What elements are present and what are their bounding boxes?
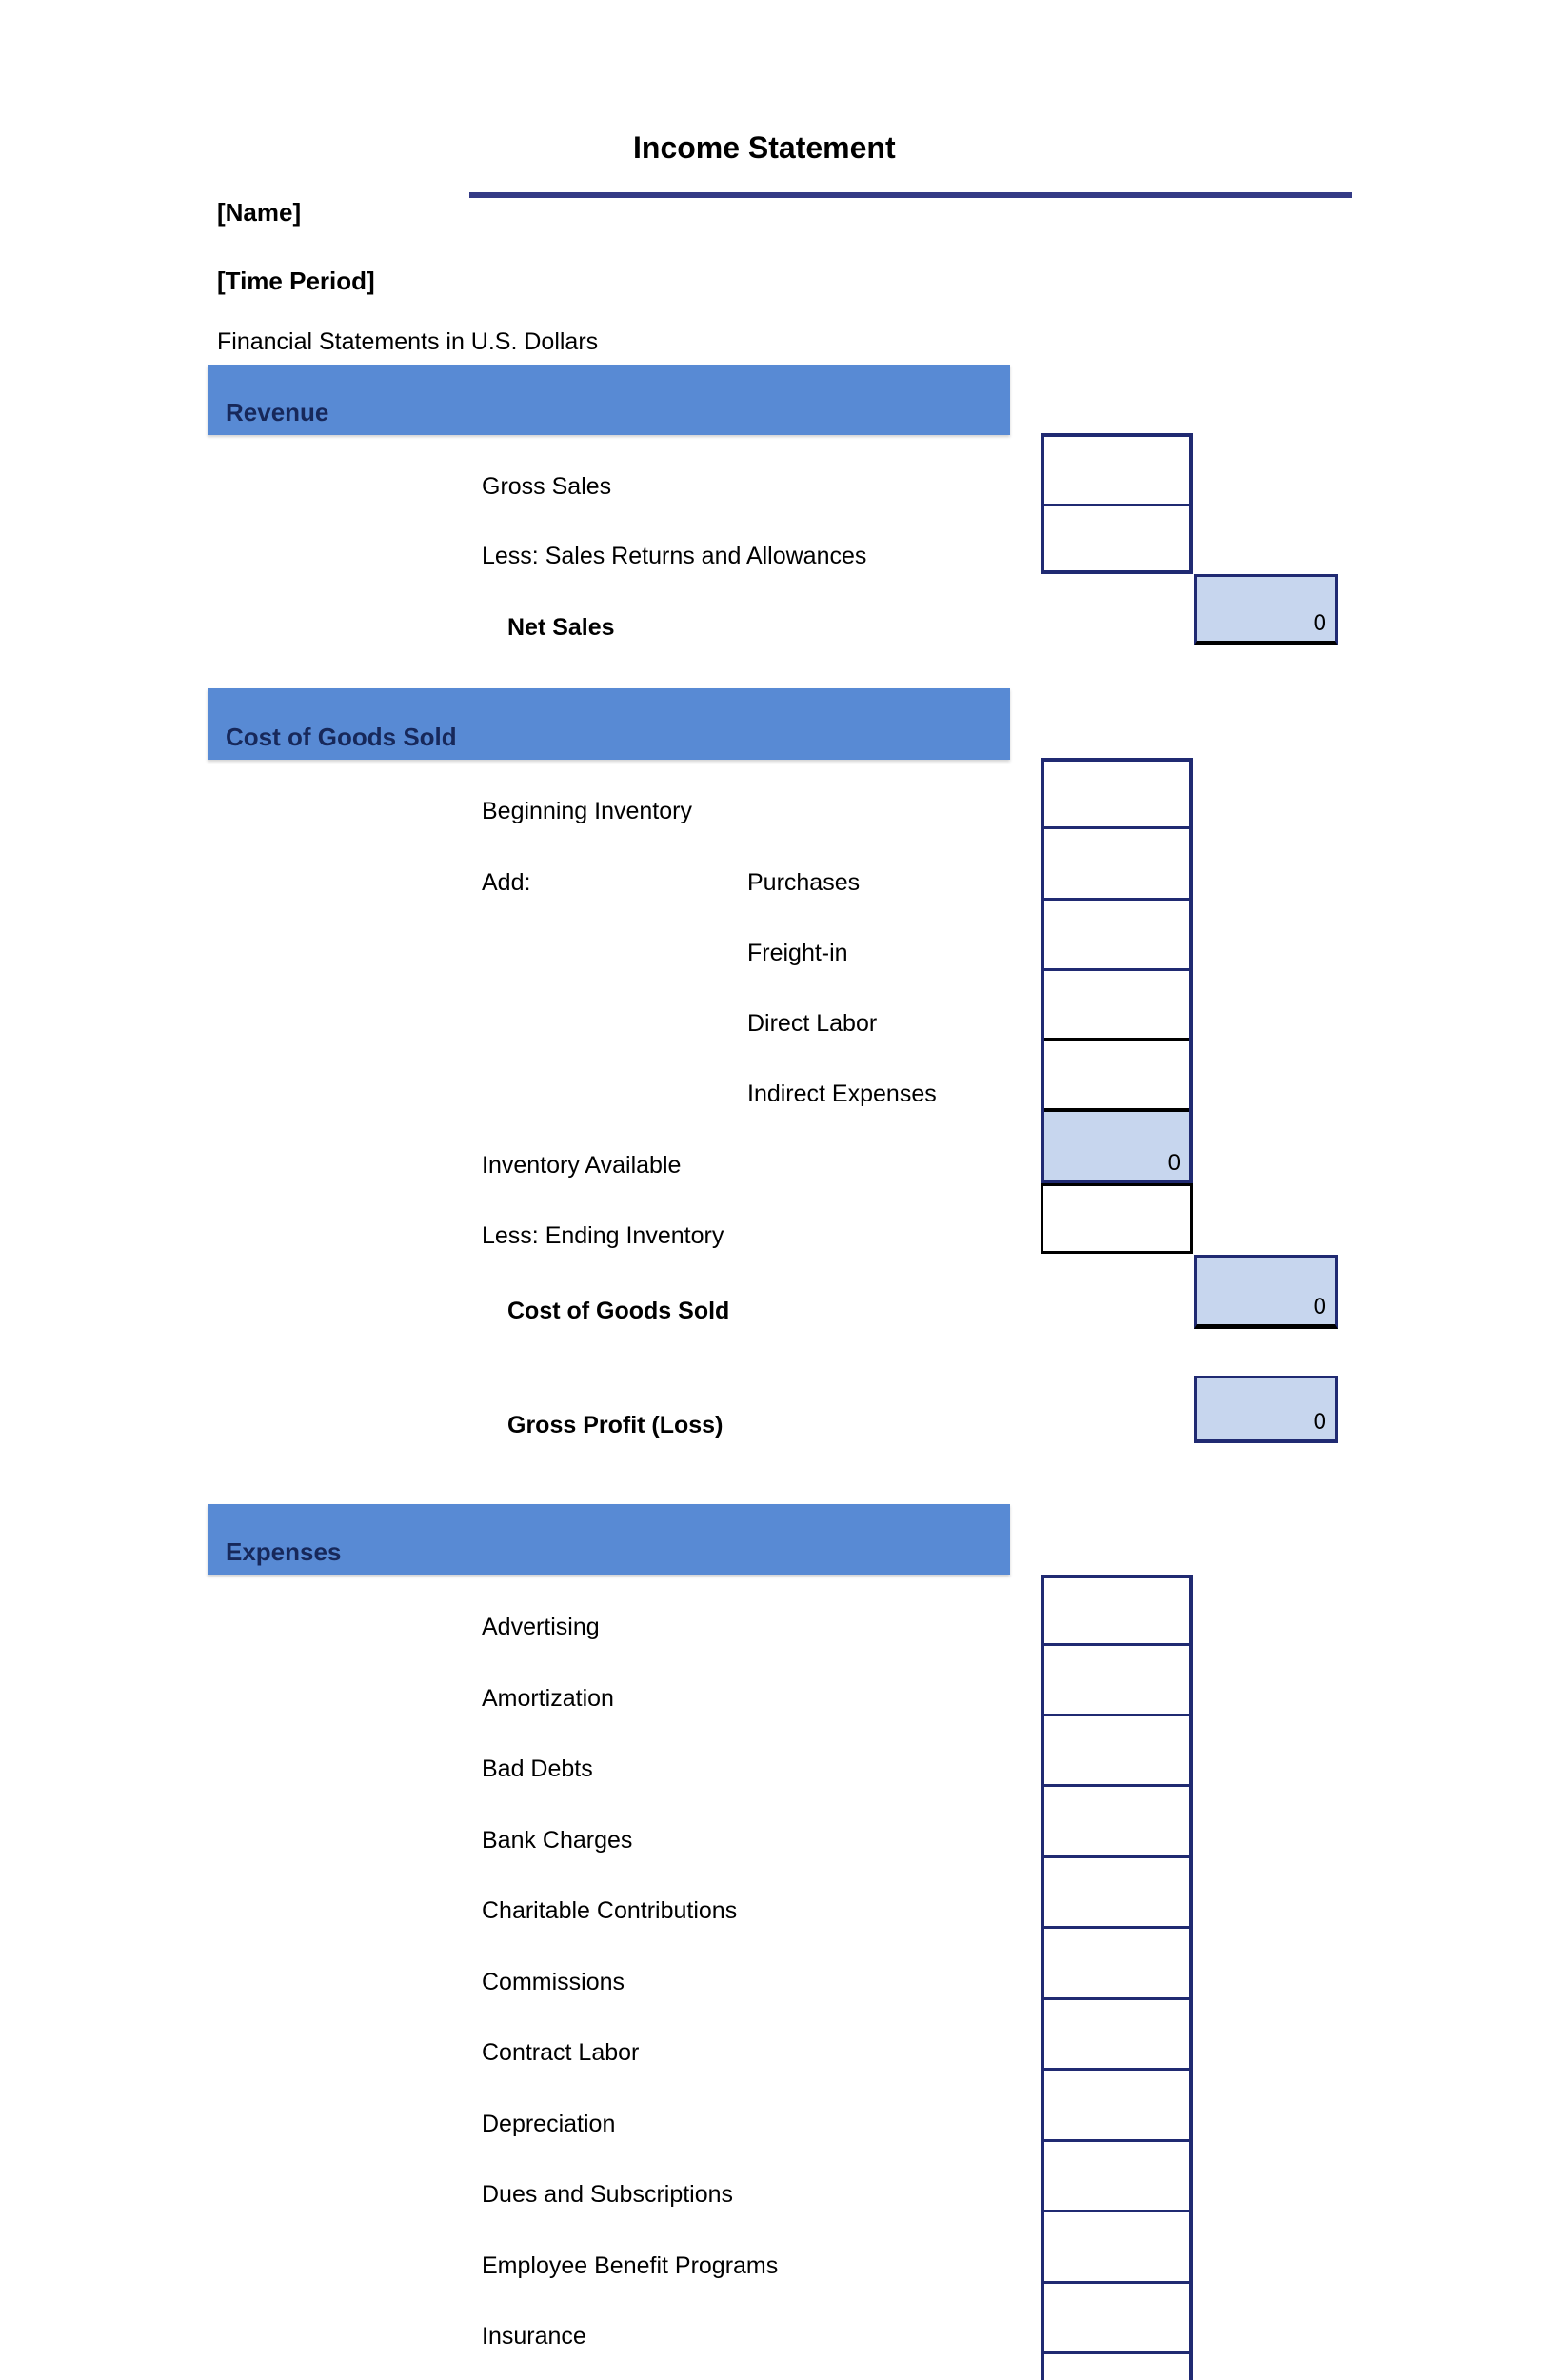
inventory-available-label: Inventory Available xyxy=(482,1152,682,1179)
amortization-input-cell[interactable] xyxy=(1044,1646,1189,1716)
indirect-expenses-input-cell[interactable] xyxy=(1044,1041,1189,1112)
commissions-input-cell[interactable] xyxy=(1044,1929,1189,2000)
direct-labor-label: Direct Labor xyxy=(747,1010,878,1037)
ending-inventory-input-cell[interactable] xyxy=(1041,1183,1193,1254)
gross-sales-label: Gross Sales xyxy=(482,473,612,500)
ending-inventory-label: Less: Ending Inventory xyxy=(482,1222,724,1249)
revenue-section-title: Revenue xyxy=(226,398,329,426)
advertising-input-cell[interactable] xyxy=(1044,1578,1189,1646)
freight-in-input-cell[interactable] xyxy=(1044,901,1189,971)
revenue-input-group xyxy=(1041,433,1193,574)
net-sales-label: Net Sales xyxy=(507,614,615,641)
gross-profit-label: Gross Profit (Loss) xyxy=(507,1412,724,1438)
next-expense-input-cell-partial[interactable] xyxy=(1044,2354,1189,2380)
gross-profit-value-cell xyxy=(1194,1376,1338,1443)
contract-labor-label: Contract Labor xyxy=(482,2039,640,2066)
charitable-contributions-input-cell[interactable] xyxy=(1044,1858,1189,1929)
depreciation-label: Depreciation xyxy=(482,2111,616,2137)
cogs-total-value-cell xyxy=(1194,1255,1338,1329)
dues-subscriptions-input-cell[interactable] xyxy=(1044,2142,1189,2212)
direct-labor-input-cell[interactable] xyxy=(1044,971,1189,1041)
depreciation-input-cell[interactable] xyxy=(1044,2071,1189,2142)
inventory-available-value: 0 xyxy=(1167,1150,1180,1176)
sales-returns-input-cell[interactable] xyxy=(1044,506,1189,570)
bad-debts-label: Bad Debts xyxy=(482,1755,593,1782)
insurance-label: Insurance xyxy=(482,2323,586,2350)
expenses-section-bar xyxy=(208,1504,1010,1575)
purchases-label: Purchases xyxy=(747,869,861,896)
amortization-label: Amortization xyxy=(482,1685,614,1712)
revenue-section-bar xyxy=(208,365,1010,435)
employee-benefit-programs-input-cell[interactable] xyxy=(1044,2212,1189,2284)
bad-debts-input-cell[interactable] xyxy=(1044,1716,1189,1787)
time-period-placeholder[interactable]: [Time Period] xyxy=(217,267,375,295)
title-underline xyxy=(469,192,1352,198)
charitable-contributions-label: Charitable Contributions xyxy=(482,1897,738,1924)
contract-labor-input-cell[interactable] xyxy=(1044,2000,1189,2071)
bank-charges-input-cell[interactable] xyxy=(1044,1787,1189,1858)
expenses-input-group xyxy=(1041,1575,1193,2380)
employee-benefit-programs-label: Employee Benefit Programs xyxy=(482,2252,779,2279)
add-label: Add: xyxy=(482,869,531,896)
indirect-expenses-label: Indirect Expenses xyxy=(747,1081,937,1107)
beginning-inventory-label: Beginning Inventory xyxy=(482,798,692,824)
page-title: Income Statement xyxy=(633,130,896,165)
commissions-label: Commissions xyxy=(482,1969,625,1995)
advertising-label: Advertising xyxy=(482,1614,600,1640)
beginning-inventory-input-cell[interactable] xyxy=(1044,762,1189,829)
purchases-input-cell[interactable] xyxy=(1044,829,1189,901)
cogs-total-label: Cost of Goods Sold xyxy=(507,1298,730,1324)
insurance-input-cell[interactable] xyxy=(1044,2284,1189,2354)
cogs-input-group xyxy=(1041,758,1193,1183)
gross-profit-value: 0 xyxy=(1313,1409,1326,1435)
net-sales-value: 0 xyxy=(1313,610,1326,636)
cogs-section-title: Cost of Goods Sold xyxy=(226,723,457,751)
expenses-section-title: Expenses xyxy=(226,1537,342,1566)
name-placeholder[interactable]: [Name] xyxy=(217,198,302,227)
bank-charges-label: Bank Charges xyxy=(482,1827,633,1854)
dues-subscriptions-label: Dues and Subscriptions xyxy=(482,2181,734,2208)
gross-sales-input-cell[interactable] xyxy=(1044,437,1189,506)
cogs-section-bar xyxy=(208,688,1010,760)
sales-returns-label: Less: Sales Returns and Allowances xyxy=(482,543,867,569)
currency-subtitle: Financial Statements in U.S. Dollars xyxy=(217,328,599,355)
freight-in-label: Freight-in xyxy=(747,940,848,966)
inventory-available-value-cell xyxy=(1044,1112,1189,1180)
net-sales-value-cell xyxy=(1194,574,1338,645)
cogs-total-value: 0 xyxy=(1313,1294,1326,1319)
